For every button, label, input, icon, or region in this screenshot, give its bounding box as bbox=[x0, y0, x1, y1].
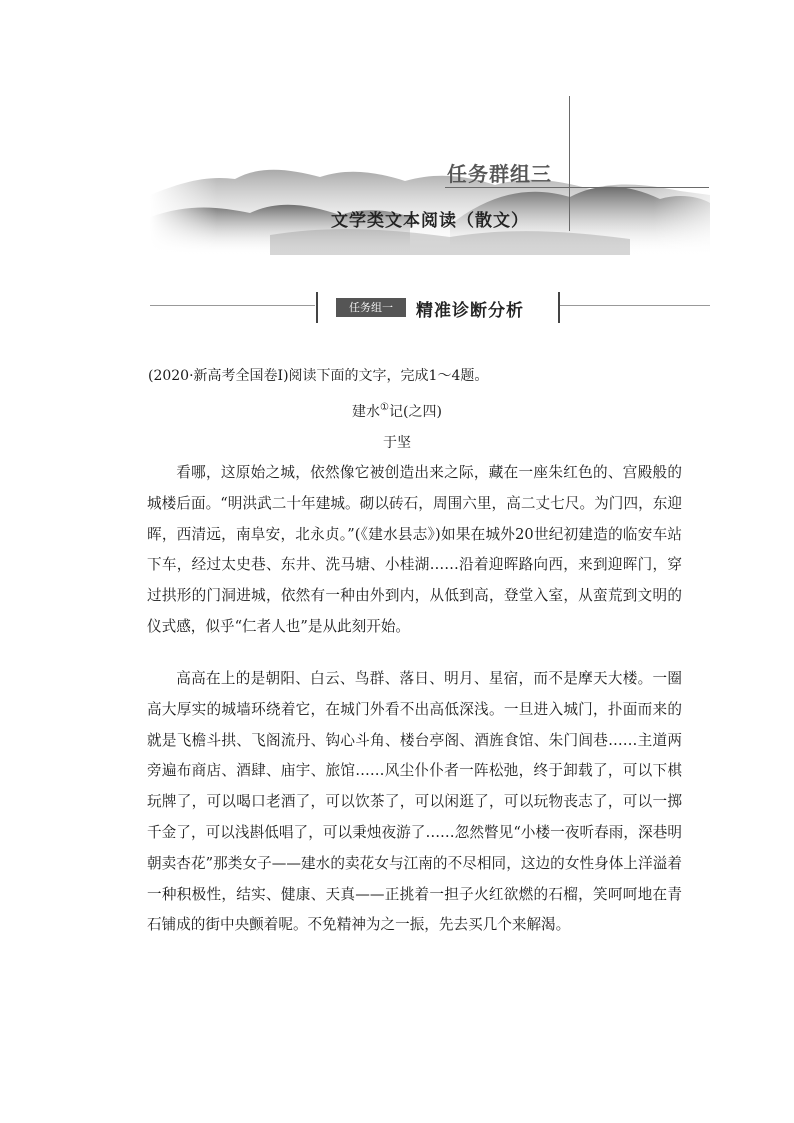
task-group-subtitle: 文学类文本阅读（散文） bbox=[331, 211, 529, 231]
article-paragraph-2: 高高在上的是朝阳、白云、鸟群、落日、明月、星宿，而不是摩天大楼。一圈高大厚实的城墙环绕着它，在城门外看不出高低深浅。一旦进入城门，扑面而来的就是飞檐斗拱、飞阁流丹、钩心斗角、楼台亭阁、酒旌食馆、朱门闾巷……主道两旁遍布商店、酒肆、庙宇、旅馆……风尘仆仆者一阵松弛，终于卸载了，可以下棋玩牌了，可以喝口老酒了，可以饮茶了，可以闲逛了，可以玩物丧志了，可以一掷千金了，可以浅斟低唱了，可以秉烛夜游了……忽然瞥见“小楼一夜听春雨，深巷明朝卖杏花”那类女子——建水的卖花女与江南的不尽相同，这边的女性身体上洋溢着一种积极性，结实、健康、天真——正挑着一担子火红欲燃的石榴，笑呵呵地在青石铺成的街中央颤着呢。不免精神为之一振，先去买几个来解渴。 bbox=[147, 670, 682, 934]
exam-source-instruction: (2020·新高考全国卷Ⅰ)阅读下面的文字，完成1～4题。 bbox=[148, 368, 489, 384]
banner-landscape bbox=[150, 95, 710, 255]
mountain-landscape-image bbox=[150, 155, 710, 255]
section-tag: 任务组一 bbox=[336, 298, 406, 317]
footnote-marker: ① bbox=[380, 402, 390, 413]
task-group-title: 任务群组三 bbox=[447, 162, 552, 186]
article-title-main: 建水 bbox=[352, 404, 381, 420]
section-rule-left bbox=[150, 305, 315, 306]
section-title: 精准诊断分析 bbox=[416, 301, 524, 321]
article-title bbox=[0, 399, 794, 421]
banner-vertical-rule bbox=[569, 96, 570, 231]
section-rule-right bbox=[560, 305, 710, 306]
article-author: 于坚 bbox=[383, 435, 411, 451]
article-paragraph-1: 看哪，这原始之城，依然像它被创造出来之际，藏在一座朱红色的、宫殿般的城楼后面。“明洪武二十年建城。砌以砖石，周围六里，高二丈七尺。为门四，东迎晖，西清远，南阜安，北永贞。”(《建水县志》)如果在城外20世纪初建造的临安车站下车，经过太史巷、东井、洗马塘、小桂湖……沿着迎晖路向西，来到迎晖门，穿过拱形的门洞进城，依然有一种由外到内，从低到高，登堂入室，从蛮荒到文明的仪式感，似乎“仁者人也”是从此刻开始。 bbox=[147, 464, 682, 635]
banner-horizontal-rule bbox=[445, 187, 709, 188]
article-title-suffix: 记(之四) bbox=[389, 404, 442, 420]
